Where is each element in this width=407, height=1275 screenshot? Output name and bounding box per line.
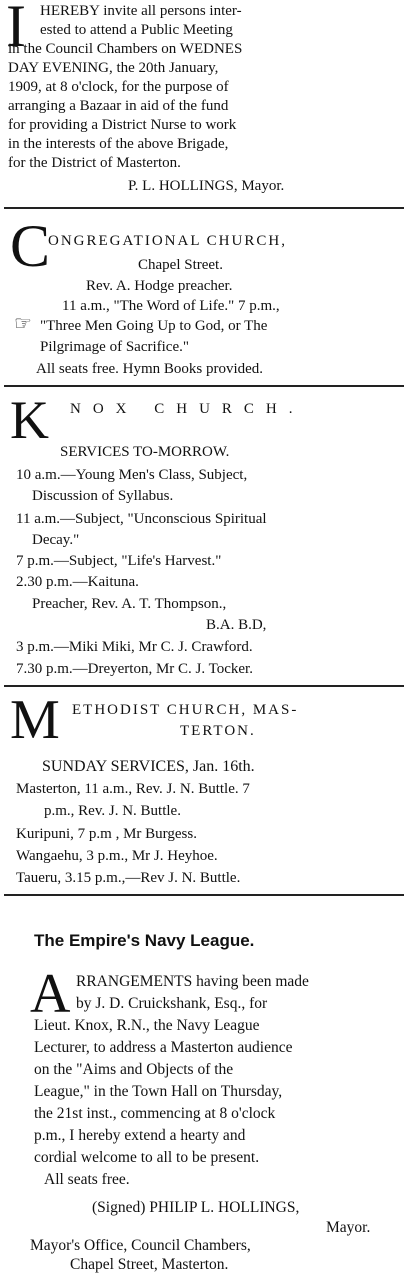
divider xyxy=(4,207,404,209)
preacher-line: Rev. A. Hodge preacher. xyxy=(86,278,233,294)
service-line: Masterton, 11 a.m., Rev. J. N. Buttle. 7 xyxy=(16,781,250,797)
drop-cap-k: K xyxy=(10,390,49,450)
notice-line: 1909, at 8 o'clock, for the purpose of xyxy=(8,79,229,95)
church-title-cont: TERTON. xyxy=(180,723,256,739)
divider xyxy=(4,894,404,896)
divider xyxy=(4,685,404,687)
service-line: All seats free. Hymn Books provided. xyxy=(36,361,264,377)
drop-cap-a: A xyxy=(30,963,71,1025)
drop-cap-i: I xyxy=(6,0,26,59)
service-line: B.A. B.D, xyxy=(206,617,267,633)
service-line: 10 a.m.—Young Men's Class, Subject, xyxy=(16,467,248,483)
navy-line: on the "Aims and Objects of the xyxy=(34,1061,234,1078)
notice-line: ested to attend a Public Meeting xyxy=(40,22,233,38)
drop-cap-m: M xyxy=(10,689,60,751)
service-line: 11 a.m.—Subject, "Unconscious Spiritual xyxy=(16,511,267,527)
service-line: 7 p.m.—Subject, "Life's Harvest." xyxy=(16,553,222,569)
signed-line: (Signed) PHILIP L. HOLLINGS, xyxy=(92,1199,300,1216)
service-line: 2.30 p.m.—Kaituna. xyxy=(16,574,139,590)
navy-line: Lieut. Knox, R.N., the Navy League xyxy=(34,1017,260,1034)
navy-line: the 21st inst., commencing at 8 o'clock xyxy=(34,1105,276,1122)
service-line: 7.30 p.m.—Dreyerton, Mr C. J. Tocker. xyxy=(16,661,253,677)
church-title: ETHODIST CHURCH, MAS- xyxy=(72,702,299,718)
church-title: NOX CHURCH. xyxy=(70,401,305,417)
office-line: Mayor's Office, Council Chambers, xyxy=(30,1237,251,1254)
notice-line: in the Council Chambers on WEDNES xyxy=(8,41,243,57)
navy-line: p.m., I hereby extend a hearty and xyxy=(34,1127,246,1144)
church-subtitle: SERVICES TO-MORROW. xyxy=(60,444,230,460)
notice-line: for providing a District Nurse to work xyxy=(8,117,237,133)
service-line: 11 a.m., "The Word of Life." 7 p.m., xyxy=(62,298,280,314)
service-line: Discussion of Syllabus. xyxy=(32,488,174,504)
navy-line: Lecturer, to address a Masterton audience xyxy=(34,1039,293,1056)
service-line: Wangaehu, 3 p.m., Mr J. Heyhoe. xyxy=(16,848,218,864)
notice-line: arranging a Bazaar in aid of the fund xyxy=(8,98,229,114)
service-line: 3 p.m.—Miki Miki, Mr C. J. Crawford. xyxy=(16,639,253,655)
service-line: Taueru, 3.15 p.m.,—Rev J. N. Buttle. xyxy=(16,870,241,886)
navy-line: All seats free. xyxy=(44,1171,130,1188)
navy-line: League," in the Town Hall on Thursday, xyxy=(34,1083,283,1100)
mayor-title: Mayor. xyxy=(326,1219,371,1236)
church-subtitle: Chapel Street. xyxy=(138,257,223,273)
navy-line: cordial welcome to all to be present. xyxy=(34,1149,260,1166)
notice-line: DAY EVENING, the 20th January, xyxy=(8,60,219,76)
service-line: Decay." xyxy=(32,532,80,548)
notice-line: in the interests of the above Brigade, xyxy=(8,136,229,152)
service-line: Preacher, Rev. A. T. Thompson., xyxy=(32,596,227,612)
navy-line: RRANGEMENTS having been made xyxy=(76,973,309,990)
service-line: "Three Men Going Up to God, or The xyxy=(40,318,268,334)
divider xyxy=(4,385,404,387)
service-line: Pilgrimage of Sacrifice." xyxy=(40,339,189,355)
notice-line: HEREBY invite all persons inter- xyxy=(40,3,242,19)
notice-line: for the District of Masterton. xyxy=(8,155,181,171)
office-line: Chapel Street, Masterton. xyxy=(70,1256,229,1273)
drop-cap-c: C xyxy=(10,213,51,279)
service-line: p.m., Rev. J. N. Buttle. xyxy=(44,803,181,819)
signature: P. L. HOLLINGS, Mayor. xyxy=(128,178,285,194)
church-subtitle: SUNDAY SERVICES, Jan. 16th. xyxy=(42,758,255,775)
navy-line: by J. D. Cruickshank, Esq., for xyxy=(76,995,268,1012)
church-title: ONGREGATIONAL CHURCH, xyxy=(48,233,287,249)
navy-league-heading: The Empire's Navy League. xyxy=(34,931,255,950)
pointing-hand-icon: ☞ xyxy=(14,313,32,335)
service-line: Kuripuni, 7 p.m , Mr Burgess. xyxy=(16,826,197,842)
